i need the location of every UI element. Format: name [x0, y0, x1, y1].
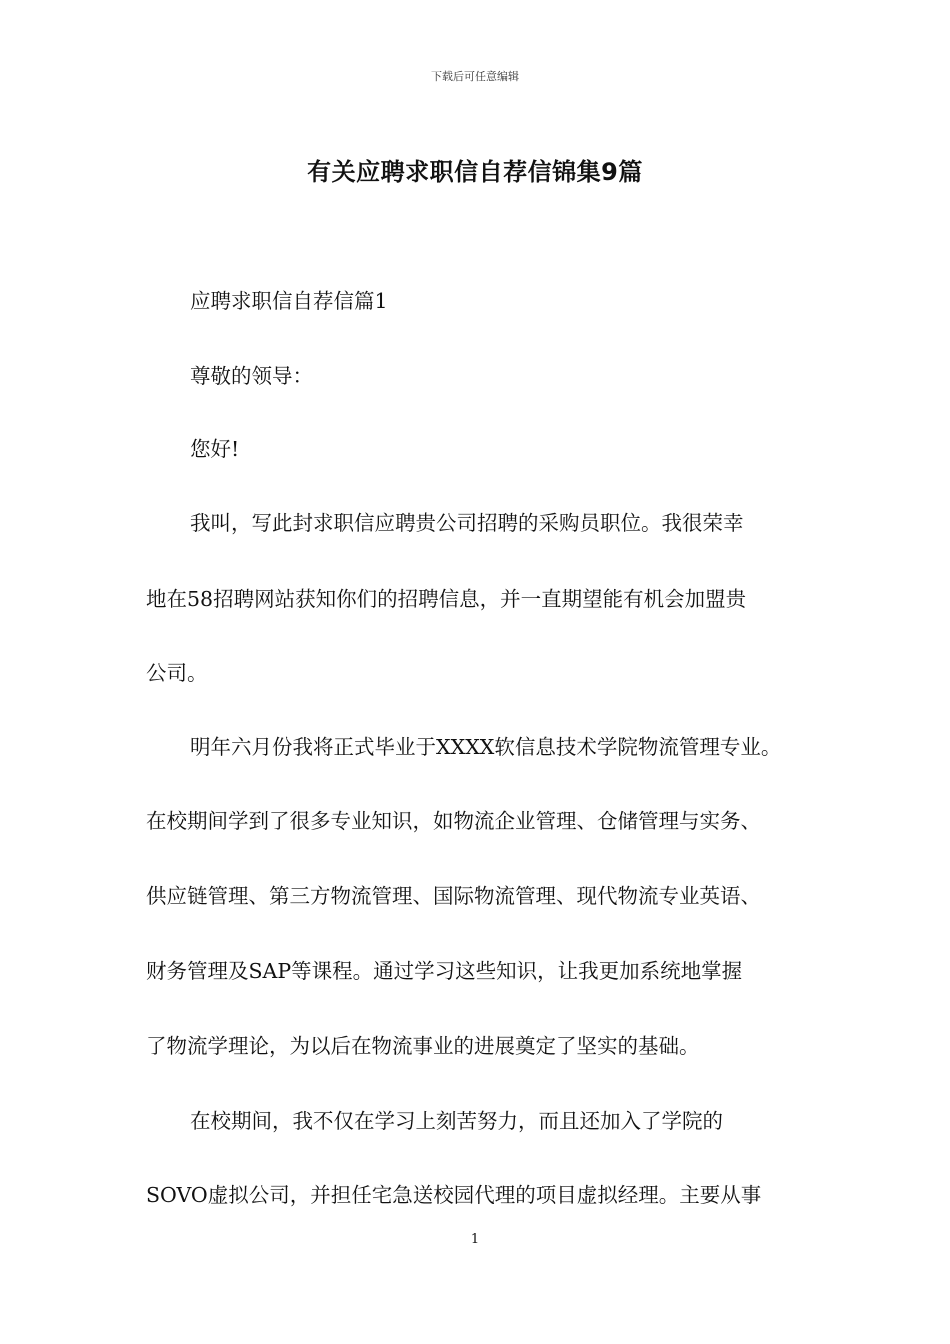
paragraph-line: SOVO虚拟公司，并担任宅急送校园代理的项目虚拟经理。主要从事 [146, 1183, 762, 1207]
paragraph-line: 我叫，写此封求职信应聘贵公司招聘的采购员职位。我很荣幸 [190, 511, 744, 535]
document-title: 有关应聘求职信自荐信锦集9篇 [307, 158, 643, 186]
paragraph-line: 财务管理及SAP等课程。通过学习这些知识，让我更加系统地掌握 [146, 959, 743, 983]
paragraph-line: 公司。 [146, 661, 208, 685]
paragraph-line: 地在58招聘网站获知你们的招聘信息，并一直期望能有机会加盟贵 [146, 587, 747, 611]
paragraph-line: 供应链管理、第三方物流管理、国际物流管理、现代物流专业英语、 [146, 884, 761, 908]
paragraph-line: 在校期间，我不仅在学习上刻苦努力，而且还加入了学院的 [190, 1109, 723, 1133]
greeting: 您好! [190, 437, 240, 461]
page-number: 1 [470, 1232, 480, 1247]
paragraph-line: 了物流学理论，为以后在物流事业的进展奠定了坚实的基础。 [146, 1034, 700, 1058]
header-note: 下载后可任意编辑 [431, 70, 519, 83]
salutation: 尊敬的领导： [190, 364, 313, 388]
paragraph-line: 在校期间学到了很多专业知识，如物流企业管理、仓储管理与实务、 [146, 809, 761, 833]
section-heading: 应聘求职信自荐信篇1 [190, 289, 388, 313]
paragraph-line: 明年六月份我将正式毕业于XXXX软信息技术学院物流管理专业。 [190, 735, 782, 759]
